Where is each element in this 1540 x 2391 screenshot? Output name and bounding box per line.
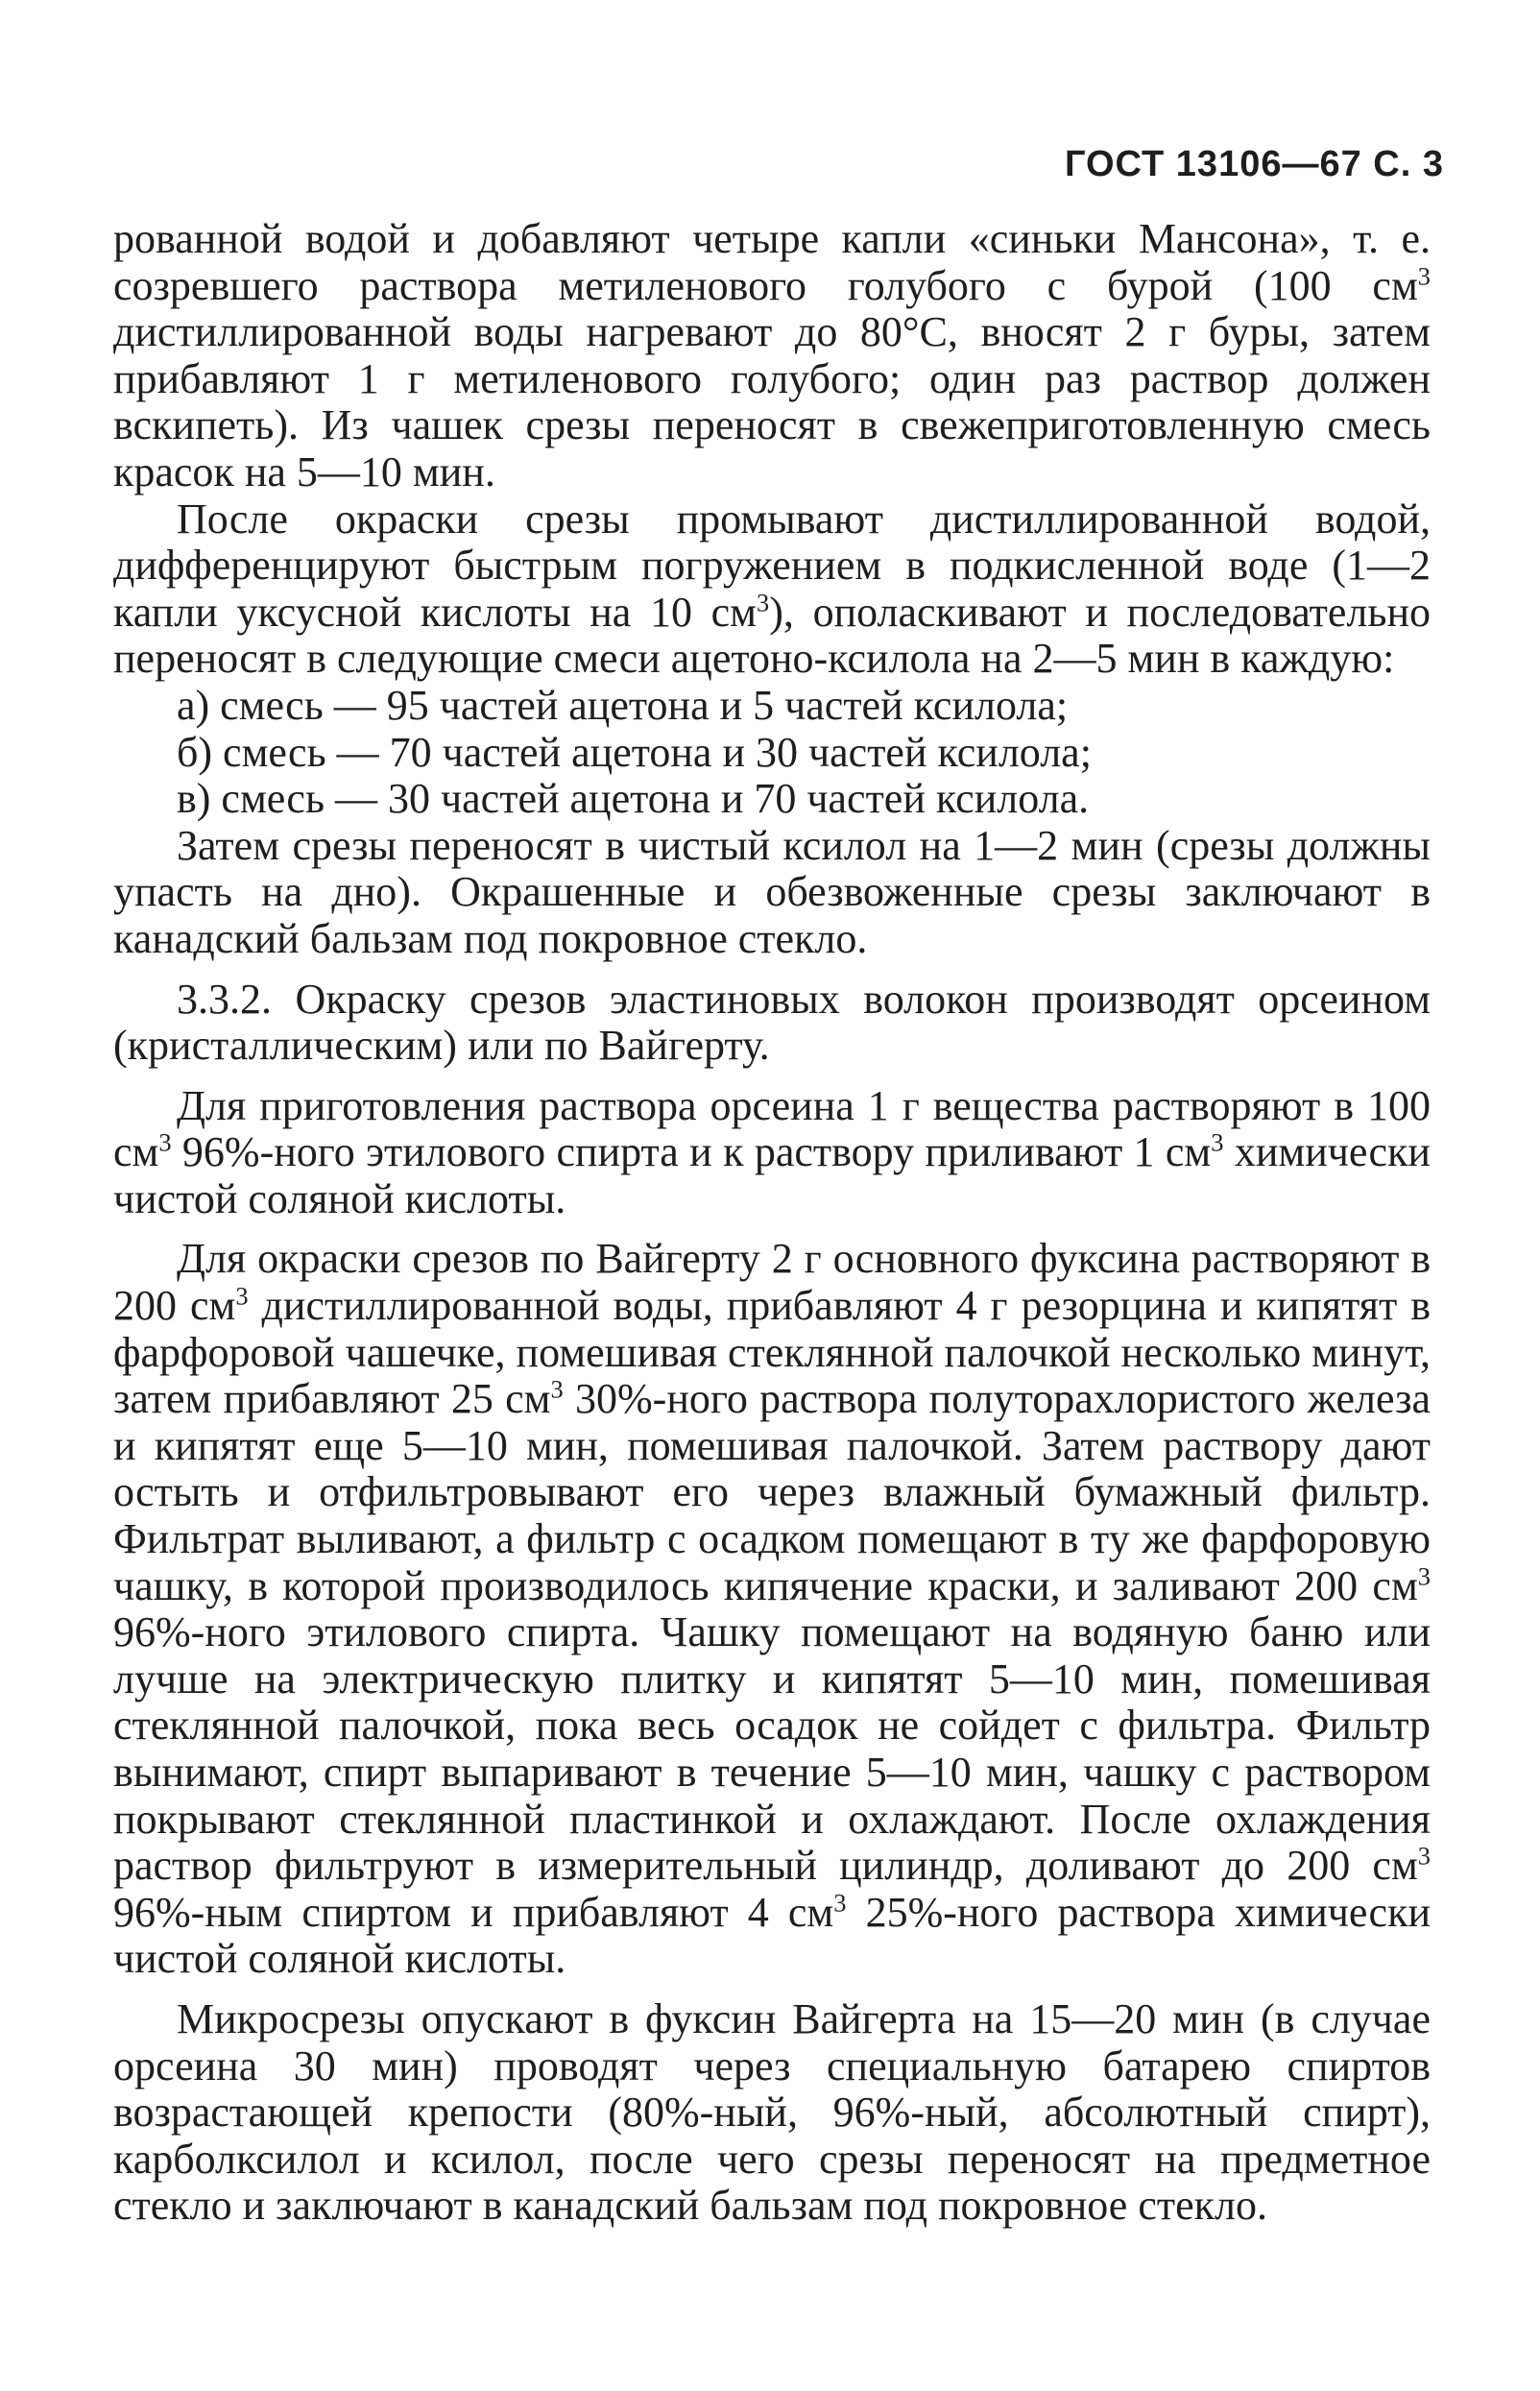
paragraph-microsections: Микросрезы опускают в фуксин Вайгерта на 15—20 мин (в случае орсеина 30 мин) проводят через специальную батарею спиртов возрастающей крепости (80%-ный, 96%-ный, абсолютный спирт), карболксилол и ксилол, после чего срезы переносят на предметное стекло и заключают в канадский бальзам под покровное стекло.	[113, 1994, 1431, 2230]
list-item: б) смесь — 70 частей ацетона и 30 частей ксилола;	[177, 728, 1092, 776]
superscript: 3	[1417, 260, 1431, 290]
text-run: химически чистой соляной кислоты.	[113, 1128, 1431, 1222]
text-run: дистиллированной воды нагревают до 80°С, вносят 2 г буры, затем прибавляют 1 г метиленового голубого; один раз раствор должен вскипеть). Из чашек срезы переносят в свежеприготовленную смесь красок на 5—10 мин.	[113, 308, 1431, 495]
paragraph-staining	[113, 496, 1431, 683]
text-run: 30%-ного раствора полуторахлористого железа и кипятят еще 5—10 мин, помешивая палочкой. Затем раствору дают остыть и отфильтровывают его через влажный бумажный фильтр. Фильтрат выливают, а фильтр с осадком помещают в ту же фарфоровую чашку, в которой производилось кипячение краски, и заливают 200 см	[113, 1375, 1431, 1609]
superscript: 3	[550, 1374, 564, 1404]
text-run: дистиллированной воды, прибавляют 4 г резорцина и кипятят в фарфоровой чашечке, помешивая стеклянной палочкой несколько минут, затем прибавляют 25 см	[113, 1282, 1432, 1423]
text-run: Для приготовления раствора орсеина 1 г вещества растворяют в 100 см	[113, 1081, 1431, 1176]
superscript: 3	[833, 1888, 847, 1918]
paragraph-weigert	[113, 1236, 1431, 1983]
text-run: рованной водой и добавляют четыре капли «синьки Мансона», т. е. созревшего раствора метиленового голубого с бурой (100 см	[113, 215, 1431, 309]
text-run: ), ополаскивают и последовательно переносят в следующие смеси ацетоно-ксилола на 2—5 мин в каждую:	[113, 588, 1431, 683]
paragraph-xylol: Затем срезы переносят в чистый ксилол на 1—2 мин (срезы должны упасть на дно). Окрашенные и обезвоженные срезы заключают в канадский бальзам под покровное стекло.	[113, 821, 1431, 962]
text-run: После окраски срезы промывают дистиллированной водой, дифференцируют быстрым погружением в подкисленной воде (1—2 капли уксусной кислоты на 10 см	[113, 495, 1431, 636]
paragraph-section-3-3-2: 3.3.2. Окраску срезов эластиновых волокон производят орсеином (кристаллическим) или по Вайгерту.	[113, 975, 1431, 1070]
superscript: 3	[158, 1127, 172, 1157]
superscript: 3	[1417, 1841, 1431, 1871]
list-item: в) смесь — 30 частей ацетона и 70 частей ксилола.	[177, 775, 1090, 823]
paragraph-orcein	[113, 1083, 1431, 1223]
superscript: 3	[1417, 1560, 1431, 1590]
text-run: 96%-ного этилового спирта и к раствору приливают 1 см	[171, 1128, 1212, 1176]
document-body	[113, 216, 1431, 2230]
text-run: Для окраски срезов по Вайгерту 2 г основного фуксина растворяют в 200 см	[113, 1235, 1431, 1330]
superscript: 3	[235, 1281, 249, 1311]
superscript: 3	[1211, 1127, 1224, 1157]
text-run: 96%-ного этилового спирта. Чашку помещают на водяную баню или лучше на электрическую плитку и кипятят 5—10 мин, помешивая стеклянной палочкой, пока весь осадок не сойдет с фильтра. Фильтр вынимают, спирт выпаривают в течение 5—10 мин, чашку с раствором покрывают стеклянной пластинкой и охлаждают. После охлаждения раствор фильтруют в измерительный цилиндр, доливают до 200 см	[113, 1608, 1431, 1890]
page-header: ГОСТ 13106—67 С. 3	[1064, 144, 1444, 184]
paragraph-continuation	[113, 216, 1431, 496]
list-item: а) смесь — 95 частей ацетона и 5 частей ксилола;	[177, 681, 1069, 729]
text-run: 96%-ным спиртом и прибавляют 4 см	[113, 1888, 834, 1936]
superscript: 3	[757, 588, 770, 617]
text-run: 25%-ного раствора химически чистой соляной кислоты.	[113, 1888, 1431, 1983]
